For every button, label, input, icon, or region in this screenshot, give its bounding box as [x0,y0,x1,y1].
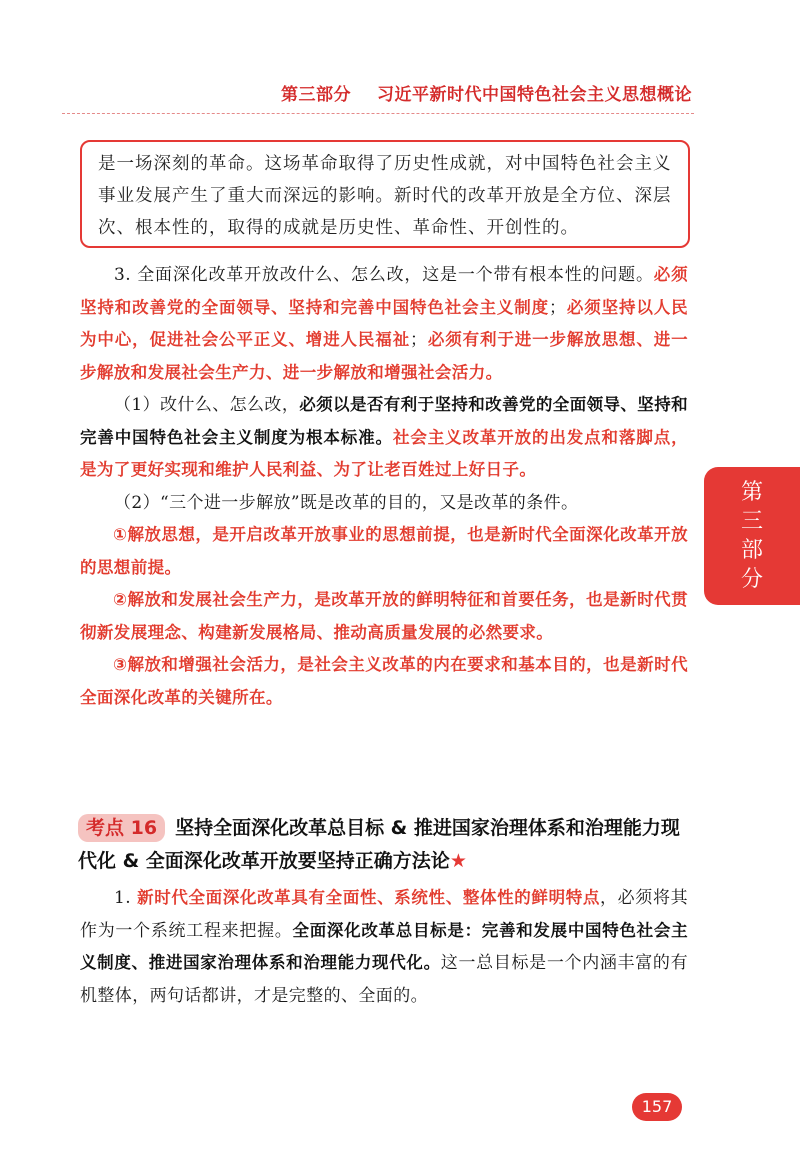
topic-badge: 考点 16 [78,814,165,842]
text-run: ，必须将其作为一个系统工程来把握。 [80,888,688,941]
text-run: 1. [114,888,138,908]
topic-title: 坚持全面深化改革总目标 & 推进国家治理体系和治理能力现代化 & 全面深化改革开放要坚持正确方法论 [78,817,680,872]
boxed-text [80,140,690,248]
highlight-red: 新时代全面深化改革具有全面性、系统性、整体性的鲜明特点 [137,888,601,907]
paragraph-3-1 [80,389,688,487]
side-section-tab [704,467,800,605]
text-run: 这一总目标是一个内涵丰富的有机整体，两句话都讲，才是完整的、全面的。 [80,953,688,1006]
paragraph-t16-1 [80,882,688,1012]
paragraph-3-2: （2）“三个进一步解放”既是改革的目的，又是改革的条件。 [114,492,579,513]
text-run: 3. 全面深化改革开放改什么、怎么改，这是一个带有根本性的问题。 [114,265,654,285]
highlight-red: 必须坚持以人民为中心，促进社会公平正义、增进人民福祉 [80,297,688,349]
text-run: （1）改什么、怎么改， [114,395,300,415]
paragraph-3-2-3: ③解放和增强社会活力，是社会主义改革的内在要求和基本目的，也是新时代全面深化改革的关键所在。 [80,655,688,707]
boxed-text-content: 是一场深刻的革命。这场革命取得了历史性成就，对中国特色社会主义事业发展产生了重大而深远的影响。新时代的改革开放是全方位、深层次、根本性的，取得的成就是历史性、革命性、开创性的。 [98,154,672,238]
page-number: 157 [632,1093,682,1121]
header-title: 习近平新时代中国特色社会主义思想概论 [377,85,692,105]
highlight-bold: 全面深化改革总目标是：完善和发展中国特色社会主义制度、推进国家治理体系和治理能力现代化。 [80,920,688,972]
section-3-content [80,259,688,714]
header-divider [62,113,694,114]
paragraph-3-2-1: ①解放思想，是开启改革开放事业的思想前提，也是新时代全面深化改革开放的思想前提。 [80,525,688,577]
highlight-red: 必须有利于进一步解放思想、进一步解放和发展社会生产力、进一步解放和增强社会活力。 [80,330,689,382]
topic-16-content [80,882,688,1012]
paragraph-3-2-2: ②解放和发展社会生产力，是改革开放的鲜明特征和首要任务，也是新时代贯彻新发展理念、构建新发展格局、推动高质量发展的必然要求。 [80,590,688,642]
side-tab-label: 第三部分 [740,480,763,592]
text-run: ； [410,330,428,350]
highlight-red: 必须坚持和改善党的全面领导、坚持和完善中国特色社会主义制度 [80,265,688,317]
star-icon: ★ [449,850,467,872]
paragraph-3 [80,259,688,389]
topic-heading [78,812,690,878]
highlight-red: 社会主义改革开放的出发点和落脚点，是为了更好实现和维护人民利益、为了让老百姓过上好日子。 [80,427,688,479]
running-header [0,80,692,105]
highlight-bold: 必须以是否有利于坚持和改善党的全面领导、坚持和完善中国特色社会主义制度为根本标准。 [80,395,689,447]
header-part: 第三部分 [281,85,351,105]
text-run: ； [548,297,567,318]
